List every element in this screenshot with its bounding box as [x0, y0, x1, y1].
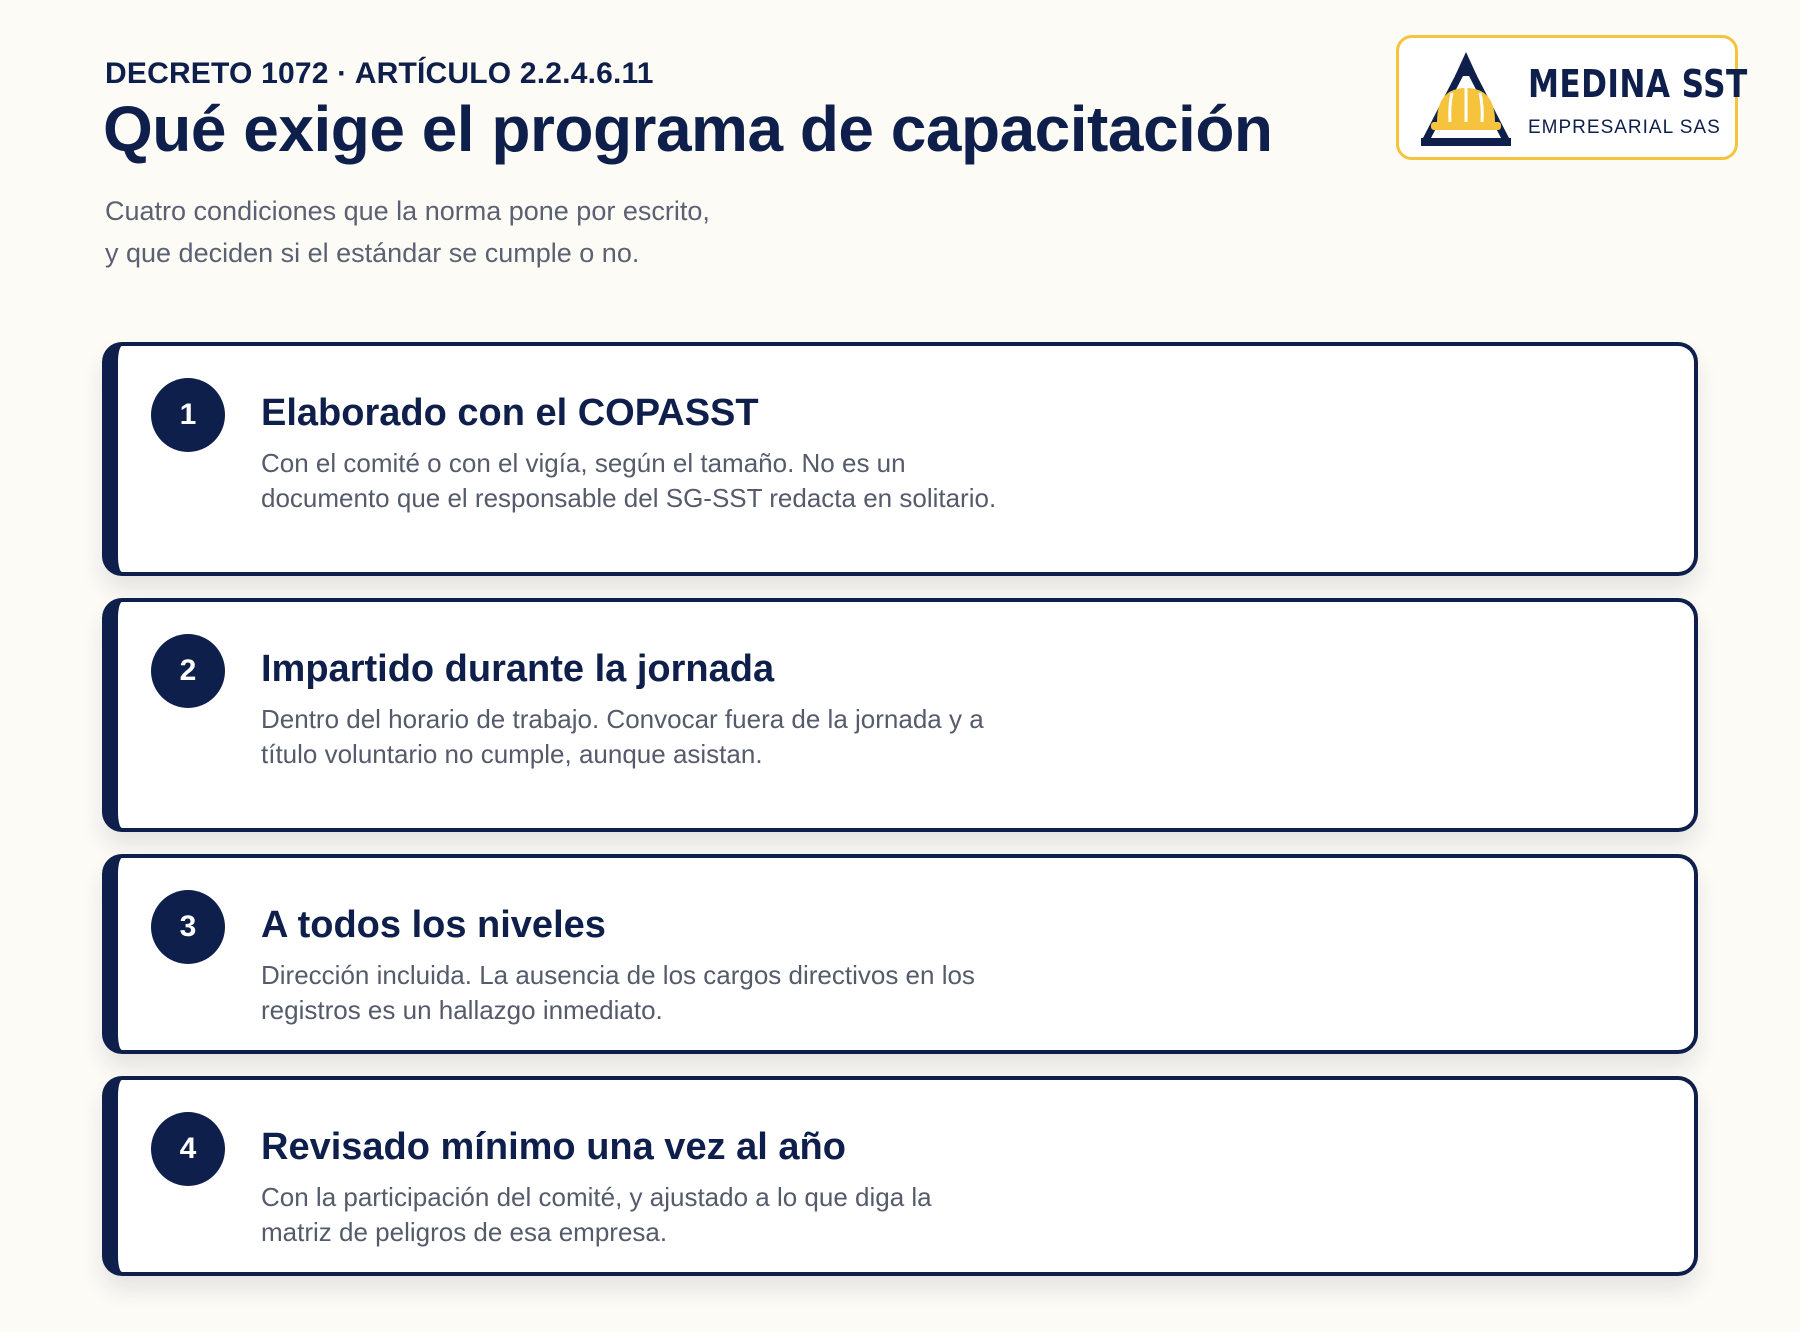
step-number-badge: 2 [151, 634, 225, 708]
requirement-title: A todos los niveles [261, 904, 606, 946]
eyebrow-label: DECRETO 1072 · ARTÍCULO 2.2.4.6.11 [105, 57, 654, 90]
logo-tagline: EMPRESARIAL SAS [1528, 117, 1721, 138]
page-title: Qué exige el programa de capacitación [103, 93, 1273, 165]
subtitle-line: Cuatro condiciones que la norma pone por escrito, [105, 196, 710, 226]
hard-hat-triangle-icon [1419, 50, 1513, 150]
requirement-description: Dirección incluida. La ausencia de los cargos directivos en los registros es un hallazgo inmediato. [261, 960, 975, 1025]
logo-name: MEDINA SST [1528, 62, 1748, 106]
requirement-description: Con el comité o con el vigía, según el tamaño. No es un documento que el responsable del SG-SST redacta en solitario. [261, 448, 997, 513]
requirement-description: Con la participación del comité, y ajustado a lo que diga la matriz de peligros de esa empresa. [261, 1182, 932, 1247]
company-logo [1396, 35, 1748, 160]
step-number-badge: 3 [151, 890, 225, 964]
requirement-title: Elaborado con el COPASST [261, 392, 759, 434]
step-number-badge: 4 [151, 1112, 225, 1186]
requirement-title: Revisado mínimo una vez al año [261, 1126, 846, 1168]
requirement-card [102, 854, 1698, 1054]
requirement-card [102, 598, 1698, 832]
subtitle [105, 190, 710, 274]
step-number-badge: 1 [151, 378, 225, 452]
requirement-card [102, 1076, 1698, 1276]
requirement-card [102, 342, 1698, 576]
subtitle-line: y que deciden si el estándar se cumple o no. [105, 238, 640, 268]
requirements-list [102, 342, 1698, 1298]
requirement-description: Dentro del horario de trabajo. Convocar fuera de la jornada y a título voluntario no cumple, aunque asistan. [261, 704, 984, 769]
requirement-title: Impartido durante la jornada [261, 648, 775, 690]
